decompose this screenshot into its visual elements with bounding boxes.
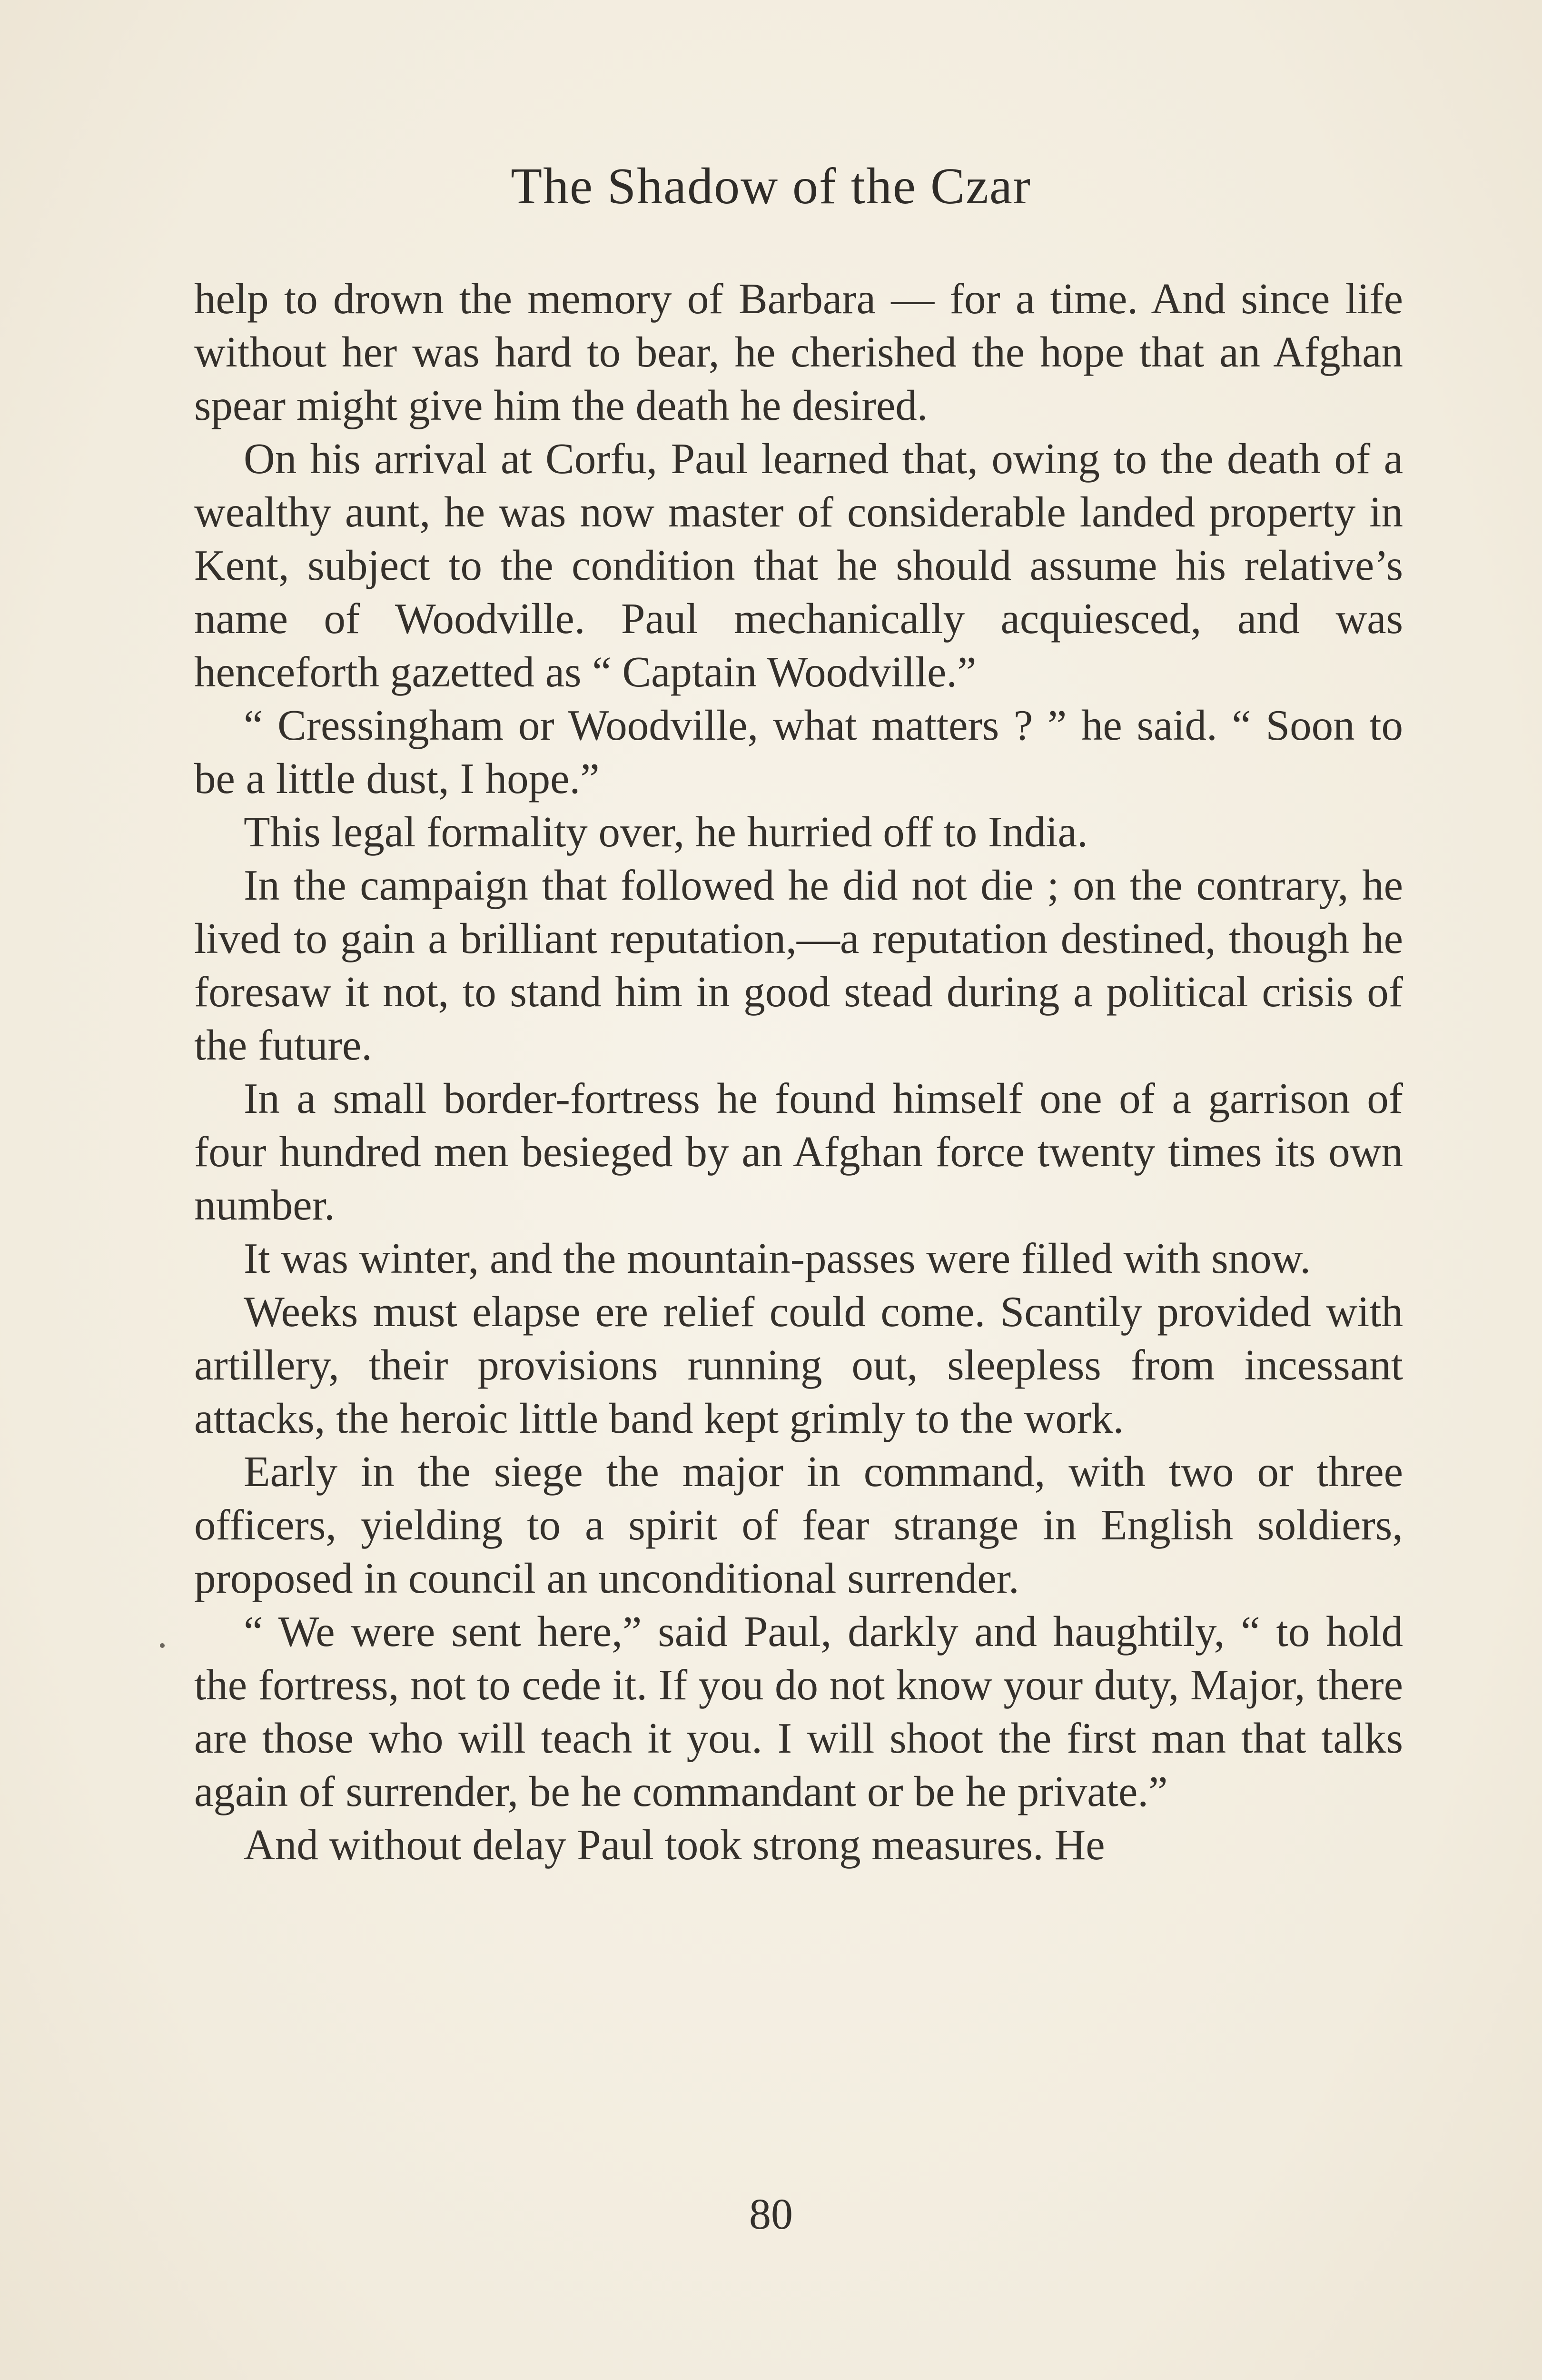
paragraph: In the campaign that followed he did not die ; on the contrary, he lived to gain a brilliant reputation,—a reputation destined, though he foresaw it not, to stand him in good stead during a political crisis of the future. (194, 861, 1403, 1069)
paragraph: Early in the siege the major in command, with two or three officers, yielding to a spirit of fear strange in English soldiers, proposed in council an unconditional surrender. (194, 1448, 1403, 1602)
page-body (194, 272, 1403, 1872)
paragraph: “ Cressingham or Woodville, what matters ? ” he said. “ Soon to be a little dust, I hope.” (194, 701, 1403, 803)
paragraph: And without delay Paul took strong measures. He (244, 1821, 1105, 1869)
paragraph-continued: help to drown the memory of Barbara — for a time. And since life without her was hard to bear, he cherished the hope that an Afghan spear might give him the death he desired. (194, 275, 1403, 429)
paragraph: “ We were sent here,” said Paul, darkly and haughtily, “ to hold the fortress, not to cede it. If you do not know your duty, Major, there are those who will teach it you. I will shoot the first man that talks again of surrender, be he commandant or be he private.” (194, 1607, 1403, 1815)
paragraph: This legal formality over, he hurried off to India. (244, 808, 1088, 856)
paragraph: It was winter, and the mountain-passes were filled with snow. (244, 1234, 1311, 1282)
paragraph: In a small border-fortress he found himself one of a garrison of four hundred men besieged by an Afghan force twenty times its own number. (194, 1074, 1403, 1229)
running-title: The Shadow of the Czar (511, 158, 1031, 215)
page-number: 80 (749, 2190, 793, 2238)
paragraph: On his arrival at Corfu, Paul learned that, owing to the death of a wealthy aunt, he was now master of considerable landed property in Kent, subject to the condition that he should assume his relative’s name of Woodville. Paul mechanically acquiesced, and was henceforth gazetted as “ Captain Woodville.” (194, 435, 1403, 696)
stray-ink-mark (160, 1643, 165, 1648)
paragraph: Weeks must elapse ere relief could come. Scantily provided with artillery, their provisions running out, sleepless from incessant attacks, the heroic little band kept grimly to the work. (194, 1288, 1403, 1442)
